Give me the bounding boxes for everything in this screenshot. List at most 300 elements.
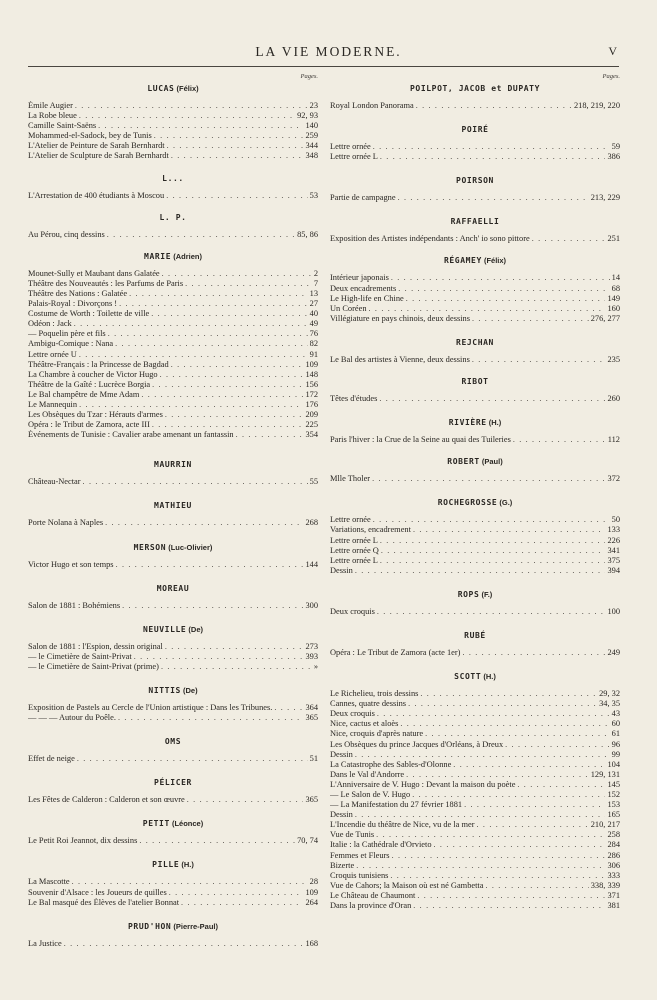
leader-dots [464,800,605,810]
entry-page: 259 [305,131,318,141]
artist-forename: (H.) [481,672,496,682]
entry-title: L'Arrestation de 400 étudiants à Moscou [28,190,165,200]
entry-title: Italie : la Cathédrale d'Orvieto [330,840,432,850]
leader-dots [485,881,588,891]
artist-forename: (Félix) [481,256,507,266]
entry-page: 55 [309,477,318,487]
entry-title: Ambigu-Comique : Nana [28,339,114,349]
leader-dots [398,193,589,203]
index-entry [330,355,620,365]
artist-name [330,254,620,268]
entry-page: 51 [309,754,318,764]
entry-title: Dessin [330,810,353,820]
entry-page: 34, 35 [599,699,620,709]
artist-name [28,817,318,831]
index-entry [330,830,620,840]
artist-name [330,416,620,430]
entry-page: 375 [607,555,620,565]
entry-page: 109 [305,887,318,897]
entry-title: Lettre ornée [330,142,371,152]
artist-section [28,82,318,162]
index-entry [330,740,620,750]
artist-forename: (Adrien) [171,251,202,261]
leader-dots [532,234,606,244]
entry-title: Vue de Tunis [330,830,375,840]
artist-name [28,82,318,96]
entry-title: Exposition des Artistes indépendants : Anch' io sono pittore [330,234,530,244]
index-entry [330,273,620,283]
artist-name [330,336,620,350]
entry-title: Lettre ornée [330,515,371,525]
leader-dots [160,370,304,380]
artist-forename: (Luc-Olivier) [166,542,213,552]
entry-page: 176 [305,399,318,409]
leader-dots [171,360,304,370]
entry-page: 273 [305,641,318,651]
entry-page: 394 [607,565,620,575]
header-rule [28,66,619,67]
artist-surname: RAFFAELLI [450,217,500,227]
entry-page: 341 [607,545,620,555]
entry-page: 258 [607,830,620,840]
artist-section [330,576,620,617]
entry-page: 153 [607,800,620,810]
index-entry [330,689,620,699]
entry-title: Les Obsèques du prince Jacques d'Orléans, à Dreux [330,739,504,749]
artist-name [330,670,620,684]
entry-title: — Le Salon de V. Hugo [330,790,411,799]
entry-title: La Mascotte [28,877,70,887]
entry-title: — le Cimetière de Saint-Privat (prime) [28,661,159,671]
entry-title: Émile Augier [28,101,73,110]
entry-title: Les Fêtes de Calderon : Calderon et son œuvre [28,795,185,805]
entry-page: 50 [611,515,620,525]
entry-title: Château-Nectar [28,477,81,487]
entry-title: Porte Nolana à Naples [28,518,104,528]
entry-page: 149 [607,293,620,303]
leader-dots [413,901,605,911]
index-entry [28,939,318,949]
entry-page: 104 [607,759,620,769]
artist-surname: PILLE [152,860,180,870]
entry-page: 160 [607,303,620,313]
leader-dots [412,790,605,800]
leader-dots [434,840,606,850]
leader-dots [477,820,589,830]
entry-title: Théâtre des Nouveautés : les Parfums de Paris [28,278,184,288]
entry-page: 251 [607,234,620,244]
entry-title: Le Bal des artistes à Vienne, deux dessins [330,354,470,364]
leader-dots [377,607,606,617]
entry-title: Costume de Worth : Toilette de ville [28,309,150,319]
index-entry [330,840,620,850]
entry-page: 2 [313,268,318,278]
entry-title: — La Manifestation du 27 février 1881 [330,800,463,810]
artist-section [28,240,318,441]
leader-dots [462,648,605,658]
leader-dots [151,309,307,319]
index-entry [330,546,620,556]
entry-page: 168 [305,938,318,948]
entry-title: La Justice [28,938,62,948]
leader-dots [152,420,304,430]
artist-surname: ROCHEGROSSE [437,498,498,508]
index-entry [28,309,318,319]
index-entry [28,191,318,201]
entry-title: Lettre ornée U [28,349,77,359]
entry-page: 156 [305,379,318,389]
entry-page: 76 [309,329,318,339]
entry-title: Le High-life en Chine [330,293,404,303]
entry-title: Partie de campagne [330,193,396,203]
artist-section [28,487,318,528]
leader-dots [416,101,572,111]
entry-title: — — — Autour du Poêle. [28,713,116,723]
artist-forename: (Léonce) [169,819,204,829]
artist-forename: (F.) [479,589,493,599]
entry-page: 85, 86 [297,229,318,239]
entry-page: 381 [607,901,620,911]
artist-name [330,455,620,469]
entry-page: 43 [611,709,620,719]
entry-page: 249 [607,647,620,657]
index-entry [330,566,620,576]
artist-forename: (De) [180,686,198,695]
artist-name [28,920,318,934]
leader-dots [408,699,597,709]
leader-dots [64,939,304,949]
entry-page: 172 [305,389,318,399]
entry-page: 284 [607,840,620,850]
leader-dots [74,319,308,329]
leader-dots [373,142,610,152]
index-entry [28,319,318,329]
artist-name [28,172,318,186]
entry-page: 100 [607,606,620,616]
leader-dots [108,329,308,339]
entry-title: Palais-Royal : Divorçons ! [28,299,118,309]
leader-dots [185,279,312,289]
artist-surname: MARIE [144,251,172,261]
index-entry [28,888,318,898]
index-entry [330,536,620,546]
leader-dots [139,836,295,846]
index-entry [28,111,318,121]
entry-page: 365 [305,795,318,805]
index-entry [330,101,620,111]
index-entry [28,141,318,151]
entry-page: 306 [607,860,620,870]
artist-surname: RIVIÈRE [448,418,487,428]
right-column [330,72,620,911]
index-entry [330,861,620,871]
entry-page: 235 [607,354,620,364]
leader-dots [356,861,605,871]
leader-dots [165,410,304,420]
index-entry [330,304,620,314]
entry-title: Mounet-Sully et Maubant dans Galatée [28,268,160,278]
leader-dots [129,289,308,299]
artist-section [28,611,318,672]
entry-title: Intérieur japonais [330,273,389,283]
artist-section [28,570,318,611]
artist-section [28,908,318,949]
entry-page: 226 [607,535,620,545]
entry-title: Vue de Cahors; la Maison où est né Gambetta [330,880,484,890]
entry-title: Un Coréen [330,303,367,313]
leader-dots [505,740,609,750]
entry-title: Le Mannequin [28,399,78,409]
entry-page: 371 [607,890,620,900]
entry-title: — Poquelin père et fils [28,329,106,339]
index-entry [330,719,620,729]
entry-page: 165 [607,810,620,820]
leader-dots [236,430,304,440]
artist-section [28,201,318,240]
entry-title: Théâtre de la Gaîté : Lucrèce Borgia [28,379,151,389]
leader-dots [380,556,606,566]
entry-page: 333 [607,870,620,880]
entry-page: 133 [607,525,620,535]
index-entry [28,662,318,672]
index-entry [330,820,620,830]
index-entry [28,877,318,887]
leader-dots [369,304,606,314]
entry-title: Deux croquis [330,606,375,616]
entry-page: 14 [611,273,620,283]
entry-page: 109 [305,359,318,369]
entry-title: Opéra : le Tribut de Zamora, acte III [28,420,150,430]
artist-name [28,582,318,596]
artist-surname: NEUVILLE [142,624,187,634]
entry-page: 70, 74 [297,836,318,846]
artist-surname: SCOTT [454,672,482,682]
entry-title: Les Obsèques du Tzar : Hérauts d'armes [28,410,163,420]
artist-surname: ROBERT [447,457,480,467]
leader-dots [77,754,308,764]
artist-surname: L. P. [159,212,187,222]
leader-dots [116,560,304,570]
entry-page: 96 [611,739,620,749]
entry-title: — le Cimetière de Saint-Privat [28,651,132,661]
entry-page: 49 [309,319,318,329]
index-entry [28,703,318,713]
artist-surname: PRUD'HON [127,921,172,931]
entry-title: Dans le Val d'Andorre [330,769,405,779]
leader-dots [118,713,304,723]
entry-page: 372 [607,474,620,484]
entry-page: 393 [305,651,318,661]
index-entry [28,400,318,410]
artist-section [330,617,620,658]
entry-title: Lettre ornée L [330,535,378,545]
entry-page: 140 [305,121,318,131]
leader-dots [162,269,312,279]
index-entry [330,770,620,780]
artist-name [330,82,620,96]
entry-title: Au Pérou, cinq dessins [28,229,105,239]
entry-title: Salon de 1881 : l'Espion, dessin original [28,641,163,651]
artist-name [330,123,620,137]
entry-title: Souvenir d'Alsace : les Joueurs de quilles [28,887,167,897]
entry-page: 364 [305,703,318,712]
leader-dots [122,601,303,611]
entry-title: Lettre ornée L [330,152,378,162]
artist-section [330,82,620,111]
index-entry [330,284,620,294]
entry-title: Royal London Panorama [330,101,414,110]
leader-dots [161,662,312,672]
index-entry [330,474,620,484]
entry-title: Cannes, quatre dessins [330,699,407,709]
page-number: V [608,44,617,58]
entry-title: Villégiature en pays chinois, deux dessins [330,313,470,323]
artist-surname: POIRSON [456,176,494,186]
entry-page: 91 [309,349,318,359]
index-entry [28,131,318,141]
entry-page: 210, 217 [590,820,620,830]
entry-title: Odéon : Jack [28,319,72,329]
entry-title: La Robe bleue [28,111,77,121]
artist-surname: POIRÉ [461,125,489,135]
entry-page: 260 [607,394,620,404]
index-entry [28,299,318,309]
index-entry [28,279,318,289]
index-entry [330,729,620,739]
index-entry [28,754,318,764]
artist-section [330,162,620,203]
artist-name [330,375,620,389]
entry-title: Bizerte [330,860,355,870]
artist-surname: L... [162,173,184,183]
artist-surname: POILPOT, JACOB et DUPATY [410,84,540,93]
leader-dots [171,151,304,161]
entry-title: Événements de Tunisie : Cavalier arabe amenant un fantassin [28,430,234,440]
entry-title: Camille Saint-Saëns [28,121,97,131]
entry-page: 148 [305,369,318,379]
entry-title: L'Atelier de Sculpture de Sarah Bernhardt [28,151,169,161]
leader-dots [392,851,606,861]
artist-section [330,324,620,365]
entry-page: 213, 229 [590,193,620,203]
index-entry [330,851,620,861]
entry-title: Croquis tunisiens [330,870,389,880]
index-entry [28,713,318,723]
entry-page: 276, 277 [590,313,620,323]
entry-title: Théâtre-Français : la Princesse de Bagdad [28,359,169,369]
index-entry [330,871,620,881]
entry-page: 354 [305,430,318,440]
artist-section [330,484,620,576]
artist-forename: (Paul) [479,457,503,467]
index-entry [28,370,318,380]
leader-dots [379,394,605,404]
index-entry [330,234,620,244]
leader-dots [355,750,610,760]
index-entry [28,289,318,299]
artist-surname: ROPS [457,589,480,599]
artist-forename: (H.) [486,418,502,428]
index-entry [28,360,318,370]
leader-dots [72,877,308,887]
artist-section [28,529,318,570]
index-entry [28,642,318,652]
artist-name [28,858,318,872]
leader-dots [79,350,308,360]
leader-dots [187,795,304,805]
leader-dots [391,273,610,283]
entry-page: 348 [305,151,318,161]
artist-surname: OMS [164,737,182,747]
index-entry [28,898,318,908]
artist-forename: (H.) [179,860,194,870]
index-entry [28,269,318,279]
left-index-list [28,82,318,949]
artist-name [28,684,318,698]
index-entry [28,410,318,420]
entry-title: Variations, encadrement [330,525,411,535]
pages-label: Pages. [602,73,620,80]
leader-dots [377,709,610,719]
index-entry [330,294,620,304]
leader-dots [425,729,609,739]
index-entry [330,709,620,719]
index-entry [28,652,318,662]
leader-dots [513,435,606,445]
index-entry [330,750,620,760]
leader-dots [79,111,295,121]
leader-dots [406,294,606,304]
entry-page: 386 [607,152,620,162]
entry-page: 23 [309,101,318,110]
index-entry [330,193,620,203]
entry-page: 59 [611,142,620,152]
entry-page: 264 [305,897,318,907]
index-entry [330,790,620,800]
artist-section [28,672,318,723]
entry-page: 53 [309,190,318,200]
leader-dots [79,400,303,410]
entry-title: Dessin [330,749,353,759]
artist-section [330,244,620,323]
entry-title: La Catastrophe des Sables-d'Olonne [330,759,452,769]
entry-page: 209 [305,410,318,420]
artist-surname: RUBÉ [464,630,486,640]
entry-title: Lettre ornée L [330,555,378,565]
artist-forename: (Pierre-Paul) [171,921,219,931]
leader-dots [169,888,304,898]
index-entry [28,518,318,528]
artist-surname: NITTIS [148,686,181,695]
index-entry [28,601,318,611]
index-entry [330,780,620,790]
entry-title: Salon de 1881 : Bohémiens [28,600,121,610]
index-entry [28,420,318,430]
entry-page: 286 [607,850,620,860]
artist-name [28,499,318,513]
artist-surname: RÉGAMEY [443,256,482,266]
index-entry [330,435,620,445]
artist-name [28,458,318,472]
index-entry [28,230,318,240]
entry-title: Opéra : Le Tribut de Zamora (acte 1er) [330,647,461,657]
artist-section [330,658,620,911]
entry-title: L'Atelier de Peinture de Sarah Bernhardt [28,141,165,151]
entry-page: 300 [305,600,318,610]
artist-surname: RIBOT [461,377,489,387]
entry-title: L'Incendie du théâtre de Nice, vu de la mer [330,820,475,830]
entry-page: 99 [611,749,620,759]
